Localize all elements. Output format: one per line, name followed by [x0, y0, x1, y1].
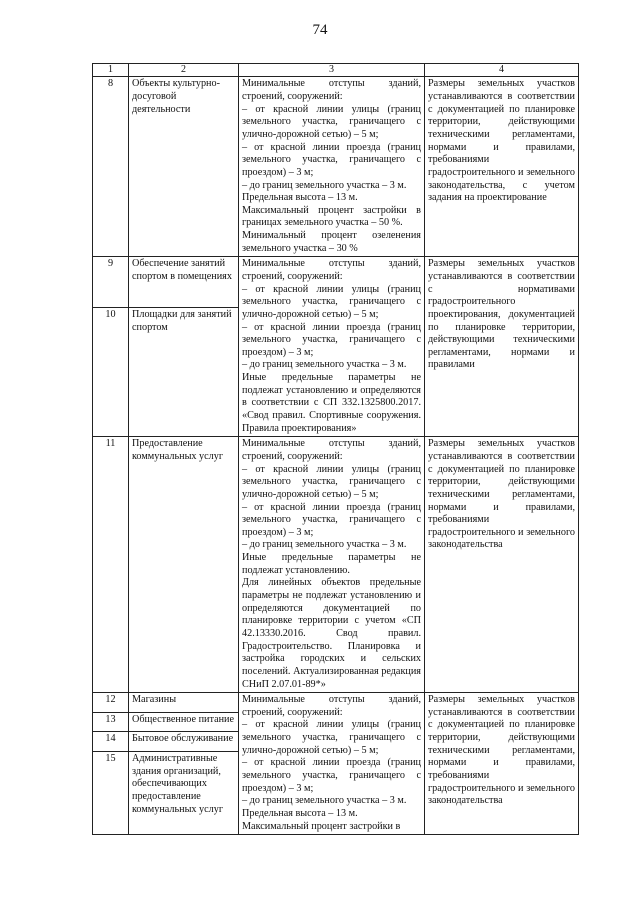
plot-size-rules: Размеры земельных участков устанавливаются в соответствии с документацией по планировке территории, действующими техническими регламентами, нормами и правилами, требованиями градостроительного и земельного законодательства [425, 693, 579, 835]
param-line: – от красной линии улицы (границ земельного участка, граничащего с улично-дорожной сетью) – 5 м; [242, 103, 421, 140]
param-line: Иные предельные параметры не подлежат установлению и определяются в соответствии с СП 332.1325800.2017. «Свод правил. Спортивные сооружения. Правила проектирования» [242, 372, 421, 434]
param-line: – от красной линии проезда (границ земельного участка, граничащего с проездом) – 3 м; [242, 757, 421, 794]
plot-size-rules: Размеры земельных участков устанавливаются в соответствии с документацией по планировке территории, действующими техническими регламентами, нормами и правилами, требованиями градостроительного и земельного законодательства [425, 437, 579, 693]
table-row [93, 257, 579, 308]
param-line: Предельная высота – 13 м. [242, 192, 358, 204]
param-line: Максимальный процент застройки в [242, 820, 401, 832]
use-type-name: Магазины [129, 693, 239, 713]
table-row [93, 693, 579, 713]
row-number: 11 [93, 437, 129, 693]
param-line: Минимальные отступы зданий, строений, сооружений: [242, 258, 421, 282]
limit-parameters [239, 693, 425, 835]
param-line: – от красной линии проезда (границ земельного участка, граничащего с проездом) – 3 м; [242, 501, 421, 538]
use-type-name: Предоставление коммунальных услуг [129, 437, 239, 693]
param-line: – от красной линии улицы (границ земельного участка, граничащего с улично-дорожной сетью) – 5 м; [242, 283, 421, 320]
param-line: Минимальные отступы зданий, строений, сооружений: [242, 438, 421, 462]
param-line: Иные предельные параметры не подлежат установлению. [242, 552, 421, 576]
table-row [93, 77, 579, 257]
limit-parameters [239, 257, 425, 437]
plot-size-rules: Размеры земельных участков устанавливаются в соответствии с нормативами градостроительного проектирования, документацией по планировке территории, действующими техническими регламентами, нормами и правилами [425, 257, 579, 437]
use-type-name: Общественное питание [129, 712, 239, 732]
param-line: Предельная высота – 13 м. [242, 807, 358, 819]
header-col-3: 3 [239, 64, 425, 77]
param-line: Минимальные отступы зданий, строений, сооружений: [242, 694, 421, 718]
param-line: – до границ земельного участка – 3 м. [242, 359, 407, 371]
row-number: 10 [93, 308, 129, 437]
use-type-name: Обеспечение занятий спортом в помещениях [129, 257, 239, 308]
row-number: 15 [93, 752, 129, 835]
header-col-2: 2 [129, 64, 239, 77]
param-line: Минимальные отступы зданий, строений, сооружений: [242, 78, 421, 103]
param-line: – до границ земельного участка – 3 м. [242, 539, 407, 551]
use-type-name: Бытовое обслуживание [129, 732, 239, 752]
param-line: – от красной линии улицы (границ земельного участка, граничащего с улично-дорожной сетью) – 5 м; [242, 463, 421, 500]
row-number: 8 [93, 77, 129, 257]
header-col-4: 4 [425, 64, 579, 77]
limit-parameters [239, 437, 425, 693]
param-line: – до границ земельного участка – 3 м. [242, 795, 407, 807]
use-type-name: Площадки для занятий спортом [129, 308, 239, 437]
row-number: 12 [93, 693, 129, 713]
row-number: 13 [93, 712, 129, 732]
param-line: – от красной линии улицы (границ земельного участка, граничащего с улично-дорожной сетью) – 5 м; [242, 719, 421, 756]
header-col-1: 1 [93, 64, 129, 77]
plot-size-rules: Размеры земельных участков устанавливаются в соответствии с документацией по планировке территории, действующими техническими регламентами, нормами и правилами, требованиями градостроительного и земельного законодательства, с учетом задания на проектирование [425, 77, 579, 257]
row-number: 14 [93, 732, 129, 752]
page-number: 74 [312, 22, 328, 38]
row-number: 9 [93, 257, 129, 308]
table-row [93, 437, 579, 693]
param-line: Для линейных объектов предельные параметры не подлежат установлению и определяются документацией по планировке территории с учетом «СП 42.13330.2016. Свод правил. Градостроительство. Планировка и застройка городских и сельских поселений. Актуализированная редакция СНиП 2.07.01-89*» [242, 577, 421, 690]
param-line: – от красной линии проезда (границ земельного участка, граничащего с проездом) – 3 м; [242, 141, 421, 178]
use-type-name: Объекты культурно-досуговой деятельности [129, 77, 239, 257]
zoning-table [92, 63, 579, 835]
param-line: Минимальный процент озеленения земельного участка – 30 % [242, 230, 421, 254]
param-line: – до границ земельного участка – 3 м. [242, 179, 407, 191]
use-type-name: Административные здания организаций, обеспечивающих предоставление коммунальных услуг [129, 752, 239, 835]
table-header-row [93, 64, 579, 77]
param-line: Максимальный процент застройки в границах земельного участка – 50 %. [242, 204, 421, 229]
limit-parameters [239, 77, 425, 257]
param-line: – от красной линии проезда (границ земельного участка, граничащего с проездом) – 3 м; [242, 321, 421, 358]
